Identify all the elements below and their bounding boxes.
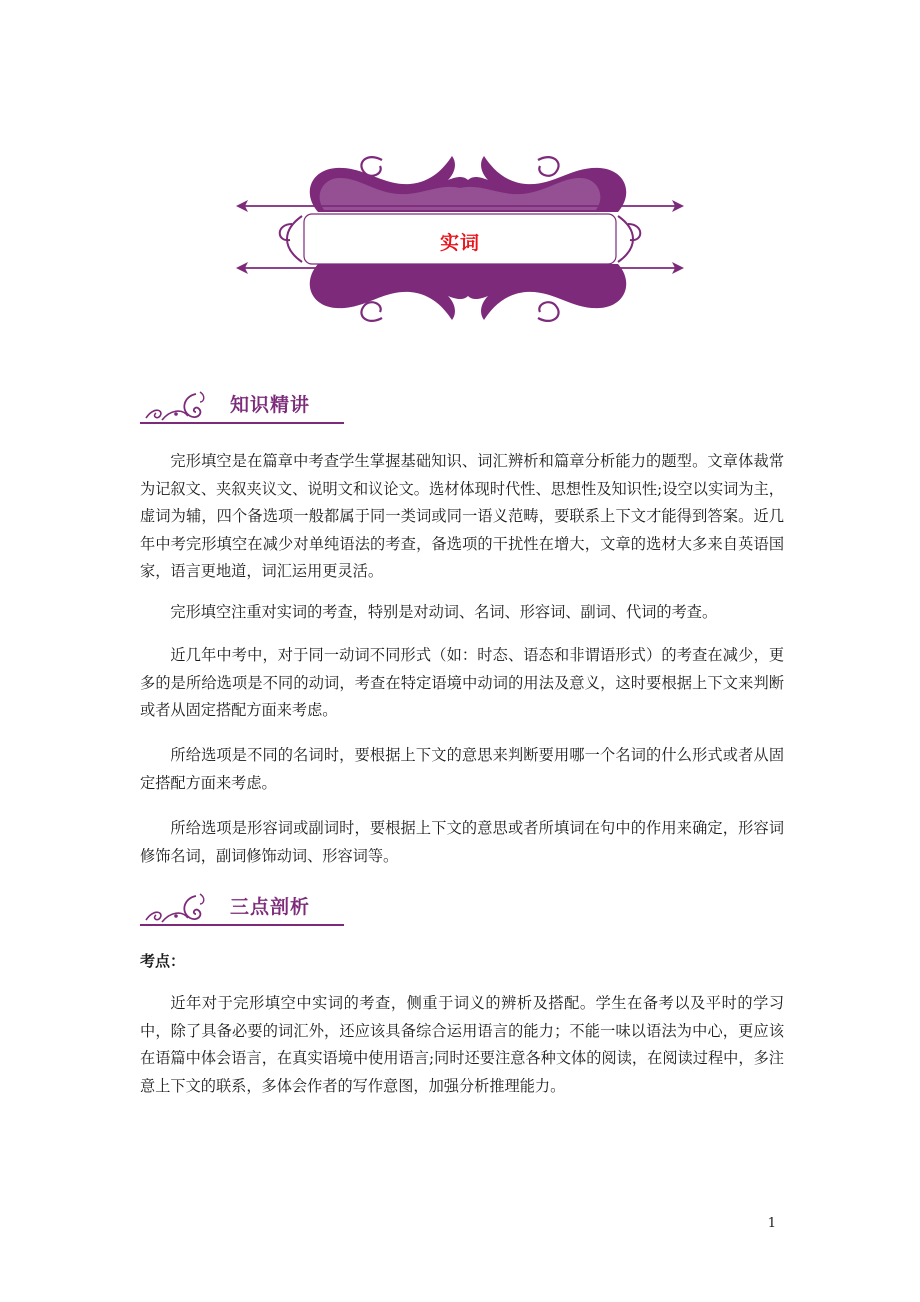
divider <box>140 422 344 424</box>
section-title: 知识精讲 <box>230 394 311 416</box>
flourish-icon <box>140 890 220 926</box>
flourish-icon <box>140 388 220 424</box>
title-banner <box>232 150 688 328</box>
kaodian-label: 考点： <box>140 952 186 970</box>
divider <box>140 924 344 926</box>
paragraph: 所给选项是形容词或副词时，要根据上下文的意思或者所填词在句中的作用来确定，形容词修饰名词，副词修饰动词、形容词等。 <box>140 819 784 865</box>
page-title: 实词 <box>439 232 480 254</box>
page-number: 1 <box>767 1216 776 1231</box>
paragraph: 所给选项是不同的名词时，要根据上下文的意思来判断要用哪一个名词的什么形式或者从固定搭配方面来考虑。 <box>140 746 784 792</box>
section-heading-analysis <box>140 890 344 926</box>
paragraph: 完形填空注重对实词的考查，特别是对动词、名词、形容词、副词、代词的考查。 <box>170 603 718 621</box>
paragraph: 近几年中考中，对于同一动词不同形式（如：时态、语态和非谓语形式）的考查在减少，更多的是所给选项是不同的动词，考查在特定语境中动词的用法及意义，这时要根据上下文来判断或者从固定搭配方面来考虑。 <box>140 646 784 719</box>
section-heading-knowledge <box>140 388 344 424</box>
section-title: 三点剖析 <box>230 896 311 918</box>
paragraph: 完形填空是在篇章中考查学生掌握基础知识、词汇辨析和篇章分析能力的题型。文章体裁常为记叙文、夹叙夹议文、说明文和议论文。选材体现时代性、思想性及知识性;设空以实词为主，虚词为辅，四个备选项一般都属于同一类词或同一语义范畴，要联系上下文才能得到答案。近几年中考完形填空在减少对单纯语法的考查，备选项的干扰性在增大，文章的选材大多来自英语国家，语言更地道，词汇运用更灵活。 <box>140 452 784 580</box>
paragraph: 近年对于完形填空中实词的考查，侧重于词义的辨析及搭配。学生在备考以及平时的学习中，除了具备必要的词汇外，还应该具备综合运用语言的能力；不能一味以语法为中心，更应该在语篇中体会语言，在真实语境中使用语言;同时还要注意各种文体的阅读，在阅读过程中，多注意上下文的联系，多体会作者的写作意图，加强分析推理能力。 <box>140 994 784 1095</box>
